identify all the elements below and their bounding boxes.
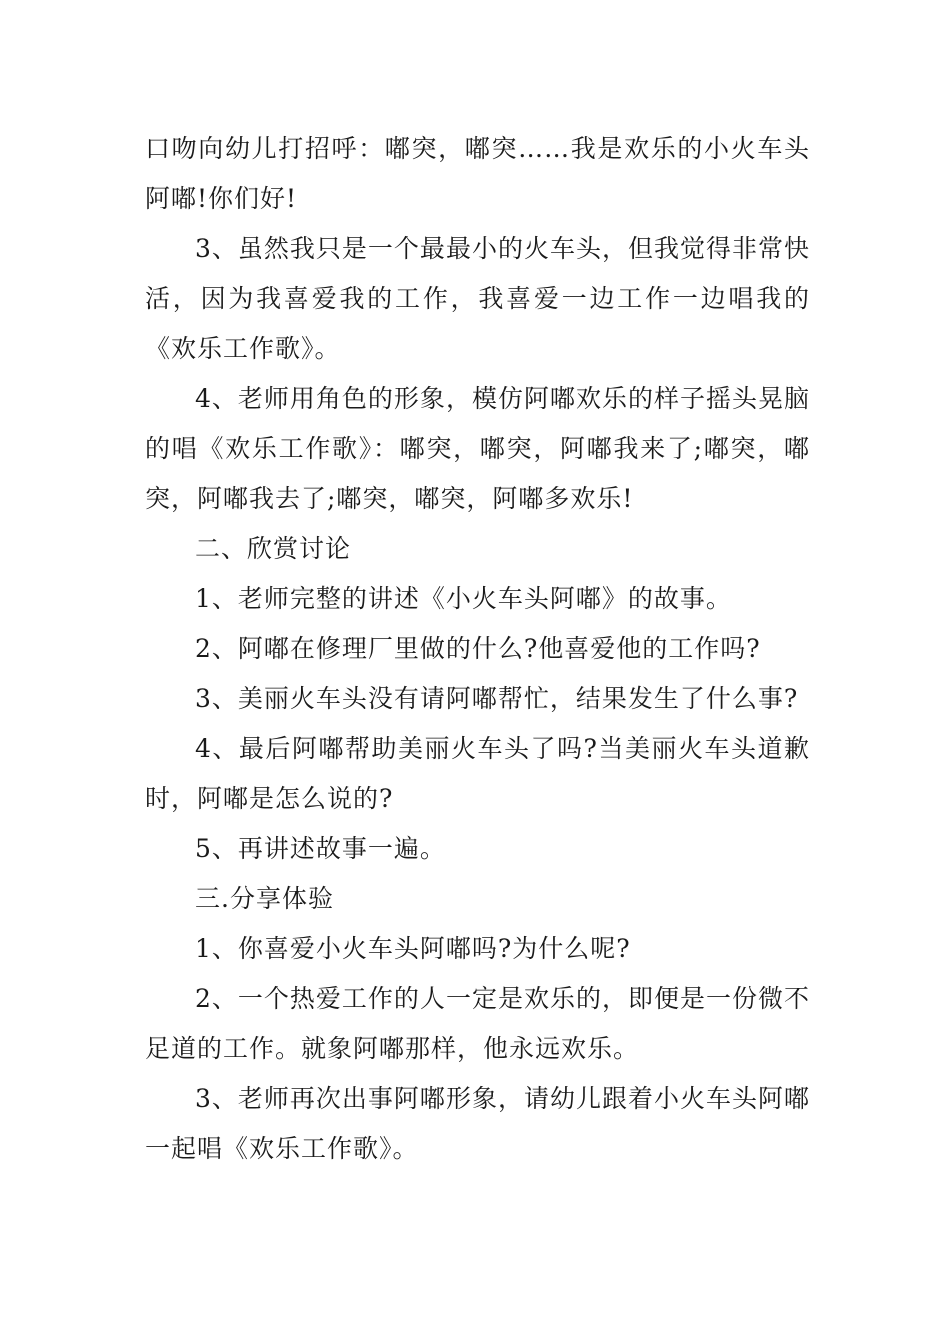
paragraph-item-4-song: 4、老师用角色的形象，模仿阿嘟欢乐的样子摇头晃脑的唱《欢乐工作歌》：嘟突，嘟突，阿嘟我来了;嘟突，嘟突，阿嘟我去了;嘟突，嘟突，阿嘟多欢乐! — [145, 384, 810, 513]
section-heading-sharing: 三.分享体验 — [195, 884, 334, 913]
paragraph-greeting: 口吻向幼儿打招呼：嘟突，嘟突……我是欢乐的小火车头阿嘟!你们好! — [145, 134, 810, 213]
paragraph-sharing-1: 1、你喜爱小火车头阿嘟吗?为什么呢? — [195, 934, 631, 963]
paragraph-discussion-1: 1、老师完整的讲述《小火车头阿嘟》的故事。 — [195, 584, 732, 613]
section-heading-discussion: 二、欣赏讨论 — [195, 534, 352, 563]
paragraph-discussion-2: 2、阿嘟在修理厂里做的什么?他喜爱他的工作吗? — [195, 634, 761, 663]
paragraph-discussion-3: 3、美丽火车头没有请阿嘟帮忙，结果发生了什么事? — [195, 684, 799, 713]
document-body — [145, 124, 810, 1174]
paragraph-sharing-3: 3、老师再次出事阿嘟形象，请幼儿跟着小火车头阿嘟一起唱《欢乐工作歌》。 — [145, 1084, 810, 1163]
paragraph-sharing-2: 2、一个热爱工作的人一定是欢乐的，即便是一份微不足道的工作。就象阿嘟那样，他永远欢乐。 — [145, 984, 810, 1063]
paragraph-discussion-5: 5、再讲述故事一遍。 — [195, 834, 446, 863]
paragraph-item-3-happy: 3、虽然我只是一个最最小的火车头，但我觉得非常快活，因为我喜爱我的工作，我喜爱一边工作一边唱我的《欢乐工作歌》。 — [145, 234, 810, 363]
paragraph-discussion-4: 4、最后阿嘟帮助美丽火车头了吗?当美丽火车头道歉时，阿嘟是怎么说的? — [145, 734, 810, 813]
